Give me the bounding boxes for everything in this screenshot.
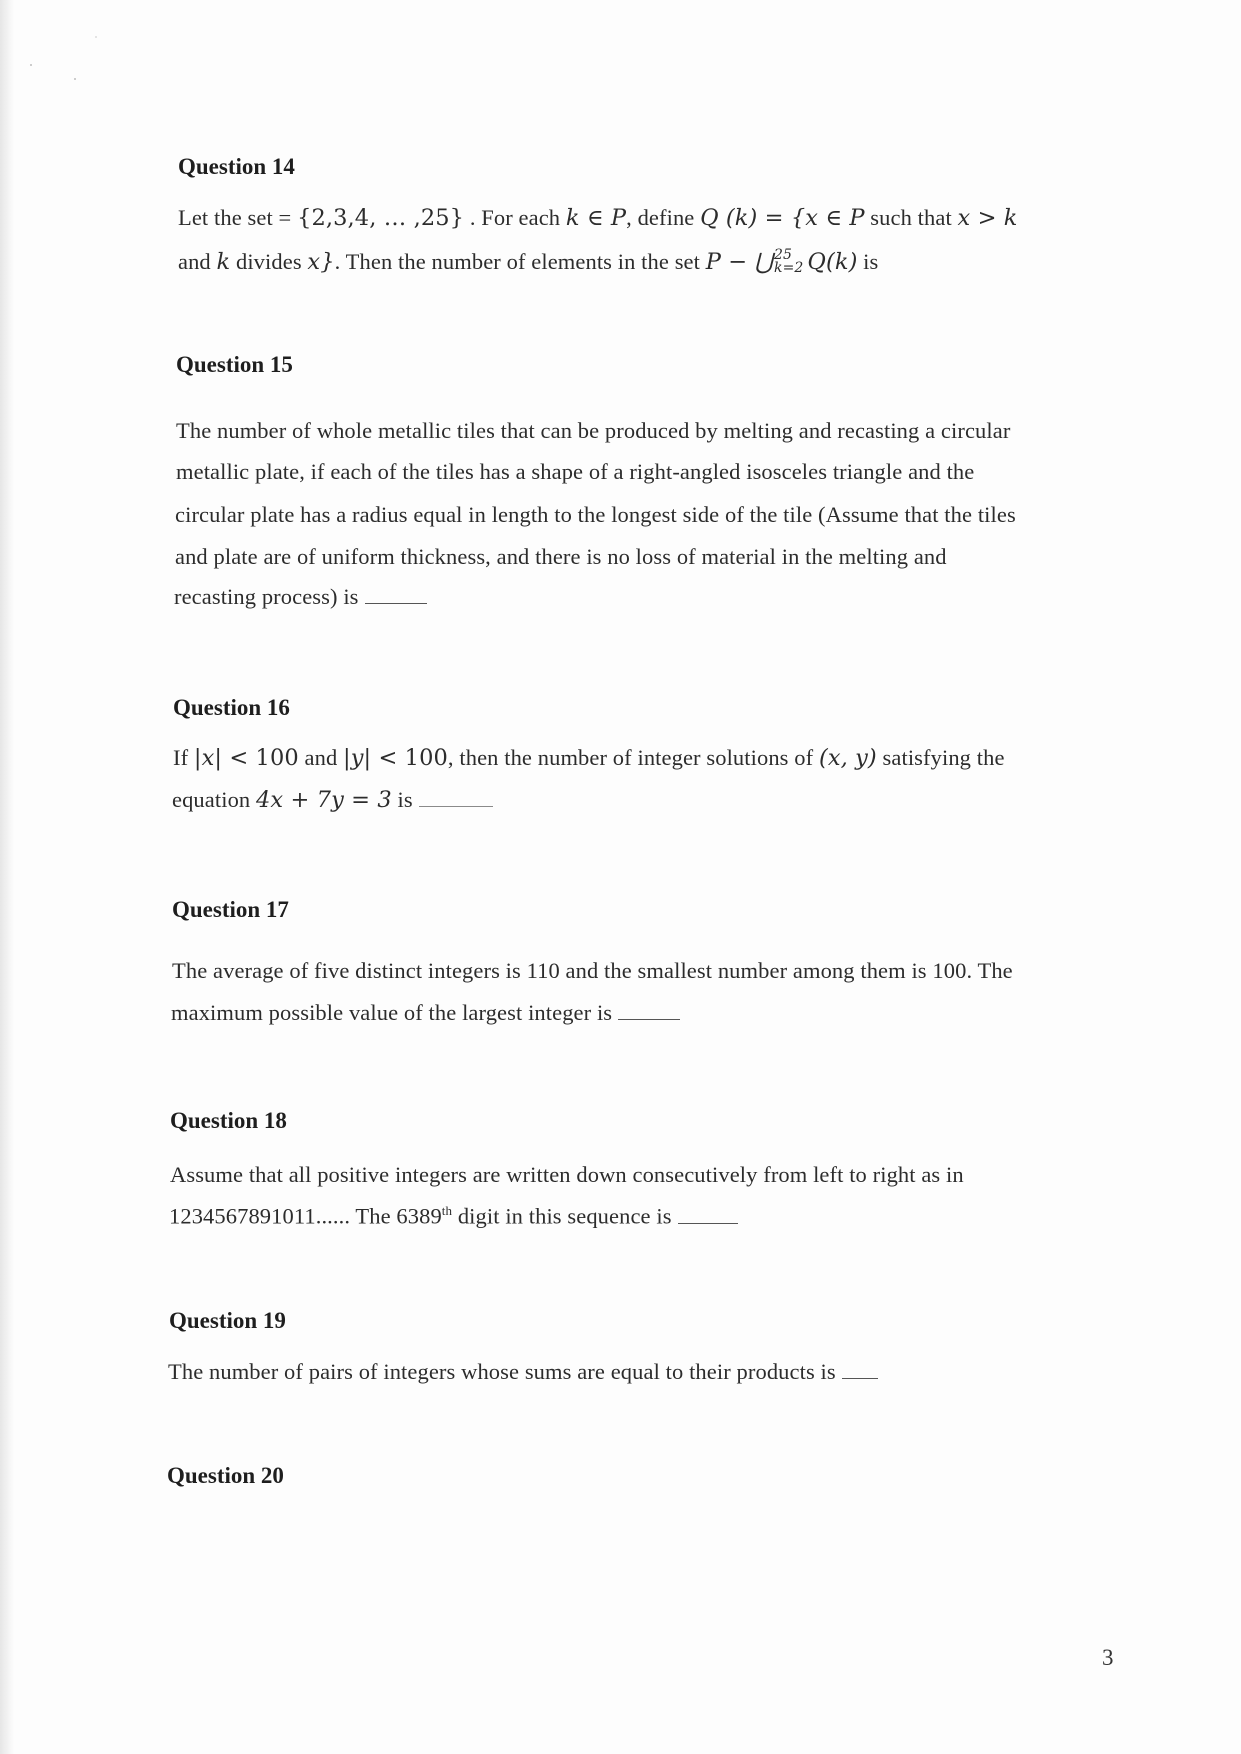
scan-speck <box>95 36 97 38</box>
question-15-title: Question 15 <box>176 352 293 377</box>
answer-blank <box>678 1205 738 1224</box>
math-lt-100: < 100 <box>371 745 448 771</box>
text-run: recasting process) is <box>174 584 359 609</box>
text-run: is <box>857 249 879 274</box>
union-lower-limit: k=2 <box>773 259 804 276</box>
question-17-line-1: The average of five distinct integers is 110 and the smallest number among them is 100. The <box>172 958 1013 983</box>
question-15-line-5 <box>174 584 427 610</box>
text-run: maximum possible value of the largest integer is <box>171 1000 613 1025</box>
scan-edge-shadow <box>0 0 14 1754</box>
text-run: The number of pairs of integers whose sums are equal to their products is <box>168 1359 836 1384</box>
question-16-line-1 <box>173 745 1005 771</box>
question-14-line-2 <box>178 246 879 277</box>
scan-speck <box>30 64 32 66</box>
question-14-line-1 <box>178 205 1018 231</box>
text-run: divides <box>230 249 308 274</box>
question-17-title: Question 17 <box>172 897 289 922</box>
math-k: k <box>216 249 231 275</box>
math-abs-y: |y| <box>343 745 372 771</box>
text-run: and <box>178 249 217 274</box>
question-14-title: Question 14 <box>178 154 295 179</box>
text-run: and <box>298 745 344 770</box>
question-15-line-3: circular plate has a radius equal in length to the longest side of the tile (Assume that the tiles <box>175 502 1016 527</box>
math-x-brace: x} <box>307 249 335 275</box>
question-16-line-2 <box>172 787 493 813</box>
page-number: 3 <box>1102 1645 1114 1670</box>
ordinal-suffix: th <box>441 1203 453 1218</box>
text-run: If <box>173 745 194 770</box>
text-run: satisfying the <box>876 745 1005 770</box>
math-qk: Q(k) <box>807 249 858 275</box>
question-19-title: Question 19 <box>169 1308 286 1333</box>
text-run: 1234567891011...... The 6389 <box>169 1203 442 1229</box>
text-run: . Then the number of elements in the set <box>334 249 706 274</box>
union-upper-limit: 25 <box>773 246 792 263</box>
question-18-line-2 <box>169 1203 738 1230</box>
question-15-line-1: The number of whole metallic tiles that can be produced by melting and recasting a circular <box>176 418 1011 443</box>
text-run: digit in this sequence is <box>452 1203 672 1229</box>
text-run: such that <box>864 205 958 230</box>
question-16-title: Question 16 <box>173 695 290 720</box>
text-run: , define <box>626 205 701 230</box>
question-20-title: Question 20 <box>167 1463 284 1488</box>
math-xy-pair: (x, y) <box>818 745 877 771</box>
scan-speck <box>74 78 76 80</box>
math-equation: 4x + 7y = 3 <box>256 787 392 813</box>
set-p-definition: {2,3,4, … ,25} <box>297 205 465 231</box>
math-x-gt-k: x > k <box>957 205 1018 231</box>
question-15-line-4: and plate are of uniform thickness, and there is no loss of material in the melting and <box>175 544 947 569</box>
text-run: equation <box>172 787 257 812</box>
text-run: Let the set = <box>178 205 298 230</box>
union-limits <box>773 246 804 276</box>
question-19-line-1 <box>168 1359 878 1385</box>
text-run: is <box>391 787 413 812</box>
question-15-line-2: metallic plate, if each of the tiles has a shape of a right-angled isosceles triangle and the <box>176 459 975 484</box>
math-k-in-p: k ∈ P <box>565 205 627 231</box>
text-run: , then the number of integer solutions of <box>447 745 819 770</box>
math-abs-x: |x| <box>193 745 223 771</box>
answer-blank <box>618 1001 680 1020</box>
question-18-line-1: Assume that all positive integers are written down consecutively from left to right as in <box>170 1162 964 1187</box>
math-qk-definition: Q (k) = {x ∈ P <box>700 205 865 231</box>
answer-blank <box>842 1360 878 1379</box>
question-17-line-2 <box>171 1000 680 1026</box>
question-18-title: Question 18 <box>170 1108 287 1133</box>
text-run: . For each <box>464 205 566 230</box>
math-union-expression: P − ⋃ <box>705 249 773 275</box>
math-lt-100: < 100 <box>222 745 299 771</box>
answer-blank <box>365 585 427 604</box>
answer-blank <box>419 788 493 807</box>
